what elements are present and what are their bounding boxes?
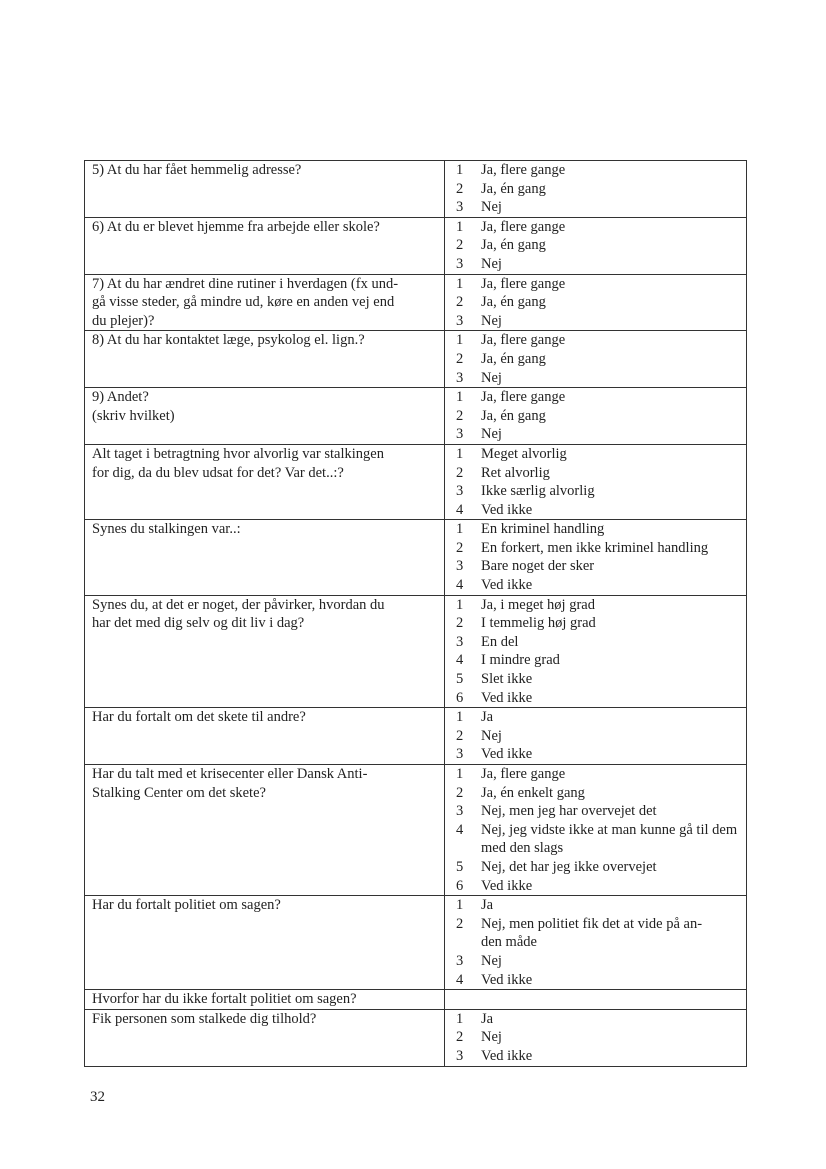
question-row xyxy=(85,595,747,708)
question-row xyxy=(85,708,747,765)
option-number: 1 xyxy=(456,445,464,462)
option-number: 2 xyxy=(456,727,464,744)
answer-options xyxy=(445,520,747,595)
option-text: Ved ikke xyxy=(481,689,533,706)
question-row xyxy=(85,217,747,274)
option-text: I mindre grad xyxy=(481,652,560,669)
option-text: Ved ikke xyxy=(481,971,533,988)
option-number: 5 xyxy=(456,858,464,875)
question-row xyxy=(85,331,747,388)
option-number: 3 xyxy=(456,1047,464,1064)
question-text: 6) At du er blevet hjemme fra arbejde eller skole? xyxy=(85,217,445,274)
option-text: Ja, én gang xyxy=(481,180,546,197)
option-number: 4 xyxy=(456,652,464,669)
option-text: Ja, én gang xyxy=(481,350,546,367)
option-text: Ja, flere gange xyxy=(481,389,566,406)
answer-option xyxy=(452,293,742,312)
question-text: Alt taget i betragtning hvor alvorlig var stalkingen for dig, da du blev udsat for det? Var det..:? xyxy=(85,444,445,519)
option-text: Ja, flere gange xyxy=(481,332,566,349)
option-text: Meget alvorlig xyxy=(481,445,567,462)
option-text: Ja, flere gange xyxy=(481,218,566,235)
answer-options xyxy=(445,595,747,708)
option-number: 2 xyxy=(456,237,464,254)
question-text: 7) At du har ændret dine rutiner i hverdagen (fx und- gå visse steder, gå mindre ud, køre en anden vej end du plejer)? xyxy=(85,274,445,331)
question-row xyxy=(85,990,747,1010)
option-text: Ret alvorlig xyxy=(481,464,550,481)
option-number: 3 xyxy=(456,255,464,272)
answer-option xyxy=(452,633,742,652)
option-number: 4 xyxy=(456,577,464,594)
option-text: Nej xyxy=(481,1029,502,1046)
option-number: 2 xyxy=(456,915,464,932)
question-row xyxy=(85,765,747,896)
option-text: Nej, det har jeg ikke overvejet xyxy=(481,858,657,875)
answer-option xyxy=(452,708,742,727)
question-row xyxy=(85,520,747,595)
answer-option xyxy=(452,350,742,369)
answer-option xyxy=(452,877,742,896)
option-text: Ved ikke xyxy=(481,746,533,763)
option-number: 4 xyxy=(456,501,464,518)
answer-option xyxy=(452,802,742,821)
answer-option xyxy=(452,745,742,764)
answer-option xyxy=(452,784,742,803)
option-number: 4 xyxy=(456,821,464,838)
option-number: 1 xyxy=(456,1010,464,1027)
question-text: Synes du stalkingen var..: xyxy=(85,520,445,595)
option-number: 5 xyxy=(456,671,464,688)
question-text: 5) At du har fået hemmelig adresse? xyxy=(85,161,445,218)
answer-option xyxy=(452,180,742,199)
option-number: 3 xyxy=(456,312,464,329)
option-number: 1 xyxy=(456,596,464,613)
option-number: 2 xyxy=(456,294,464,311)
option-text: Nej, men jeg har overvejet det xyxy=(481,803,657,820)
question-text: 8) At du har kontaktet læge, psykolog el. lign.? xyxy=(85,331,445,388)
option-number: 2 xyxy=(456,539,464,556)
answer-option xyxy=(452,388,742,407)
option-text: Ja, flere gange xyxy=(481,162,566,178)
option-number: 3 xyxy=(456,952,464,969)
answer-options xyxy=(445,161,747,218)
option-text: En forkert, men ikke kriminel handling xyxy=(481,539,709,556)
answer-options xyxy=(445,765,747,896)
option-number: 2 xyxy=(456,350,464,367)
answer-option xyxy=(452,425,742,444)
question-text: 9) Andet? (skriv hvilket) xyxy=(85,388,445,445)
option-number: 1 xyxy=(456,275,464,292)
option-number: 3 xyxy=(456,803,464,820)
answer-option xyxy=(452,275,742,294)
option-number: 3 xyxy=(456,483,464,500)
option-text: Nej xyxy=(481,369,502,386)
option-text: Ikke særlig alvorlig xyxy=(481,483,595,500)
question-text: Har du talt med et krisecenter eller Dansk Anti- Stalking Center om det skete? xyxy=(85,765,445,896)
answer-option xyxy=(452,407,742,426)
option-text: Nej xyxy=(481,727,502,744)
answer-option xyxy=(452,539,742,558)
option-text: Ja, én gang xyxy=(481,407,546,424)
option-number: 3 xyxy=(456,426,464,443)
answer-option xyxy=(452,218,742,237)
option-text: Ja xyxy=(481,1010,494,1027)
option-text: En kriminel handling xyxy=(481,521,605,538)
answer-option xyxy=(452,971,742,990)
option-text: Ja, flere gange xyxy=(481,275,566,292)
option-number: 1 xyxy=(456,162,464,178)
answer-option xyxy=(452,689,742,708)
option-text: Ja xyxy=(481,897,494,914)
option-text: Ved ikke xyxy=(481,577,533,594)
option-text: Ja, én enkelt gang xyxy=(481,784,585,801)
answer-option xyxy=(452,765,742,784)
answer-option xyxy=(452,614,742,633)
option-number: 1 xyxy=(456,332,464,349)
answer-option xyxy=(452,576,742,595)
option-number: 1 xyxy=(456,897,464,914)
answer-option xyxy=(452,557,742,576)
question-text: Fik personen som stalkede dig tilhold? xyxy=(85,1009,445,1066)
option-text: Nej, jeg vidste ikke at man kunne gå til dem med den slags xyxy=(481,821,738,857)
question-text: Hvorfor har du ikke fortalt politiet om sagen? xyxy=(85,990,445,1010)
option-number: 2 xyxy=(456,1029,464,1046)
option-text: Ved ikke xyxy=(481,877,533,894)
option-number: 2 xyxy=(456,464,464,481)
answer-options xyxy=(445,217,747,274)
answer-option xyxy=(452,482,742,501)
answer-options xyxy=(445,274,747,331)
answer-option xyxy=(452,896,742,915)
answer-option xyxy=(452,727,742,746)
option-text: Nej, men politiet fik det at vide på an- den måde xyxy=(481,915,703,951)
answer-option xyxy=(452,331,742,350)
answer-option xyxy=(452,952,742,971)
option-text: Nej xyxy=(481,312,502,329)
answer-option xyxy=(452,445,742,464)
question-row xyxy=(85,444,747,519)
question-text: Synes du, at det er noget, der påvirker, hvordan du har det med dig selv og dit liv i dag? xyxy=(85,595,445,708)
option-text: Ja, én gang xyxy=(481,294,546,311)
question-row xyxy=(85,1009,747,1066)
answer-option xyxy=(452,821,742,858)
questionnaire-table xyxy=(84,160,747,1067)
answer-option xyxy=(452,1047,742,1066)
option-number: 2 xyxy=(456,615,464,632)
answer-option xyxy=(452,1010,742,1029)
option-text: Nej xyxy=(481,426,502,443)
option-number: 3 xyxy=(456,558,464,575)
option-text: Nej xyxy=(481,255,502,272)
option-number: 4 xyxy=(456,971,464,988)
option-number: 3 xyxy=(456,633,464,650)
answer-option xyxy=(452,255,742,274)
option-number: 6 xyxy=(456,877,464,894)
option-text: Ja, i meget høj grad xyxy=(481,596,595,613)
option-text: En del xyxy=(481,633,519,650)
answer-option xyxy=(452,915,742,952)
answer-options xyxy=(445,990,747,1010)
option-number: 3 xyxy=(456,746,464,763)
option-number: 2 xyxy=(456,407,464,424)
answer-option xyxy=(452,464,742,483)
option-number: 1 xyxy=(456,389,464,406)
answer-option xyxy=(452,161,742,180)
question-row xyxy=(85,161,747,218)
option-number: 1 xyxy=(456,766,464,782)
option-number: 2 xyxy=(456,180,464,197)
option-number: 1 xyxy=(456,521,464,538)
option-text: Ja, én gang xyxy=(481,237,546,254)
option-text: Slet ikke xyxy=(481,671,533,688)
option-text: I temmelig høj grad xyxy=(481,615,596,632)
answer-option xyxy=(452,198,742,217)
question-row xyxy=(85,388,747,445)
question-text: Har du fortalt om det skete til andre? xyxy=(85,708,445,765)
option-text: Ja, flere gange xyxy=(481,766,566,782)
option-text: Ved ikke xyxy=(481,1047,533,1064)
answer-options xyxy=(445,1009,747,1066)
option-number: 1 xyxy=(456,218,464,235)
question-row xyxy=(85,274,747,331)
answer-option xyxy=(452,236,742,255)
option-text: Bare noget der sker xyxy=(481,558,595,575)
answer-options xyxy=(445,444,747,519)
answer-option xyxy=(452,520,742,539)
answer-options xyxy=(445,388,747,445)
answer-option xyxy=(452,858,742,877)
option-number: 1 xyxy=(456,709,464,726)
answer-option xyxy=(452,1028,742,1047)
answer-options xyxy=(445,896,747,990)
answer-option xyxy=(452,501,742,520)
answer-option xyxy=(452,369,742,388)
option-number: 2 xyxy=(456,784,464,801)
option-text: Nej xyxy=(481,199,502,216)
answer-options xyxy=(445,708,747,765)
question-text: Har du fortalt politiet om sagen? xyxy=(85,896,445,990)
option-text: Nej xyxy=(481,952,502,969)
question-row xyxy=(85,896,747,990)
answer-option xyxy=(452,596,742,615)
answer-option xyxy=(452,312,742,331)
option-number: 3 xyxy=(456,369,464,386)
page-number: 32 xyxy=(90,1089,105,1105)
answer-options xyxy=(445,331,747,388)
option-text: Ja xyxy=(481,709,494,726)
option-text: Ved ikke xyxy=(481,501,533,518)
option-number: 3 xyxy=(456,199,464,216)
answer-option xyxy=(452,651,742,670)
answer-option xyxy=(452,670,742,689)
option-number: 6 xyxy=(456,689,464,706)
